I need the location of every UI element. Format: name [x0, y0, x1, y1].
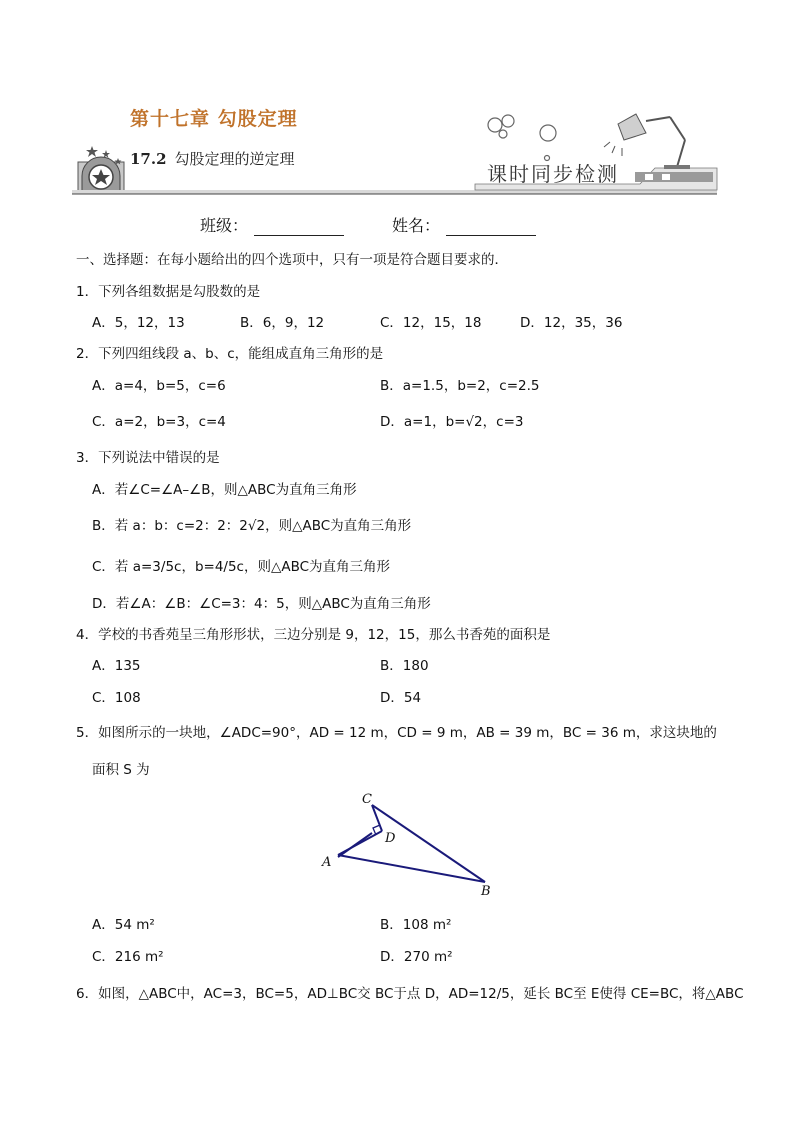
part1-heading: 一、选择题：在每小题给出的四个选项中，只有一项是符合题目要求的． — [76, 252, 508, 268]
label-d: D — [385, 831, 396, 846]
banner-label: 课时同步检测 — [487, 162, 619, 186]
name-label: 姓名： — [392, 216, 441, 235]
segment-ab — [338, 855, 485, 882]
q2-option-a: A．a=4，b=5，c=6 — [92, 378, 226, 394]
q2-stem: 2．下列四组线段 a、b、c，能组成直角三角形的是 — [76, 346, 384, 362]
q5-option-d: D．270 m² — [380, 949, 453, 965]
section-number: 17.2 — [130, 150, 167, 168]
q3-option-a: A．若∠C=∠A–∠B，则△ABC为直角三角形 — [92, 482, 357, 498]
q3-option-d: D．若∠A：∠B：∠C=3：4：5，则△ABC为直角三角形 — [92, 596, 431, 612]
q3-option-c: C．若 a=3/5c，b=4/5c，则△ABC为直角三角形 — [92, 559, 391, 575]
section-name: 勾股定理的逆定理 — [174, 150, 295, 168]
q3-option-b: B．若 a：b：c=2：2：2√2，则△ABC为直角三角形 — [92, 518, 412, 534]
q1-option-b: B．6，9，12 — [240, 315, 325, 331]
header-band — [72, 168, 717, 194]
section-title — [130, 148, 295, 169]
q1-option-a: A．5，12，13 — [92, 315, 185, 331]
star-badge-icon — [78, 146, 124, 192]
q6-stem: 6．如图，△ABC中，AC=3，BC=5，AD⊥BC交 BC于点 D，AD=12/5，延长 BC至 E使得 CE=BC，将△ABC — [76, 986, 744, 1002]
q4-stem: 4．学校的书香苑呈三角形形状，三边分别是 9，12，15，那么书香苑的面积是 — [76, 627, 551, 643]
q1-option-d: D．12，35，36 — [520, 315, 623, 331]
q5-option-b: B．108 m² — [380, 917, 452, 933]
label-a: A — [322, 855, 332, 870]
bubbles-decoration — [488, 115, 556, 161]
class-label: 班级： — [200, 216, 249, 235]
q3-stem: 3．下列说法中错误的是 — [76, 450, 220, 466]
q1-stem: 1．下列各组数据是勾股数的是 — [76, 284, 261, 300]
q4-option-a: A．135 — [92, 658, 141, 674]
q5-stem-2: 面积 S 为 — [92, 762, 150, 778]
q1-option-c: C．12，15，18 — [380, 315, 482, 331]
q4-option-b: B．180 — [380, 658, 429, 674]
q2-option-c: C．a=2，b=3，c=4 — [92, 414, 226, 430]
chapter-title: 第十七章 勾股定理 — [130, 108, 298, 130]
label-b: B — [481, 884, 491, 899]
name-blank[interactable] — [446, 219, 536, 236]
q2-option-d: D．a=1，b=√2，c=3 — [380, 414, 524, 430]
q5-stem: 5．如图所示的一块地，∠ADC=90°，AD = 12 m，CD = 9 m，AB = 39 m，BC = 36 m，求这块地的 — [76, 725, 717, 741]
q5-figure — [310, 785, 510, 900]
q5-option-a: A．54 m² — [92, 917, 155, 933]
q5-option-c: C．216 m² — [92, 949, 164, 965]
header-graphic — [0, 0, 794, 200]
name-field — [392, 213, 536, 236]
q4-option-d: D．54 — [380, 690, 422, 706]
class-field — [200, 213, 344, 236]
class-blank[interactable] — [254, 219, 344, 236]
q2-option-b: B．a=1.5，b=2，c=2.5 — [380, 378, 540, 394]
label-c: C — [362, 792, 372, 807]
q4-option-c: C．108 — [92, 690, 141, 706]
